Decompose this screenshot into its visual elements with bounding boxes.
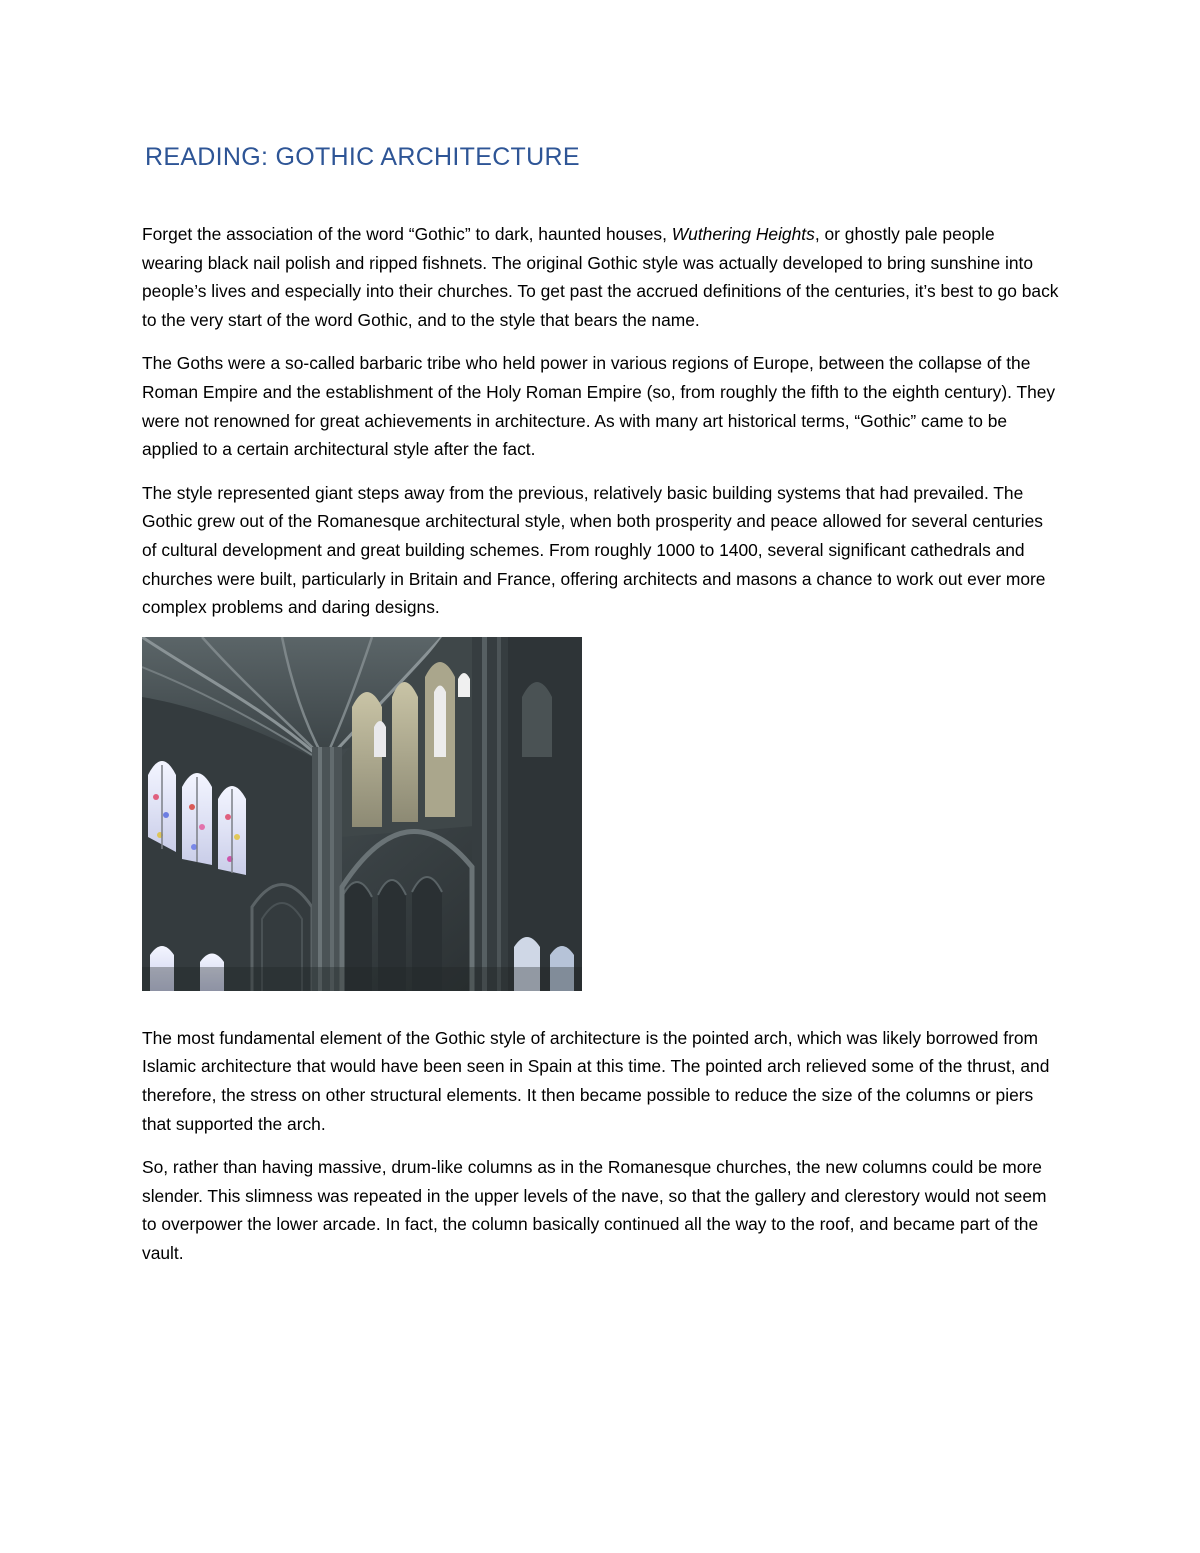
paragraph-style-origins: The style represented giant steps away from the previous, relatively basic building systems that had prevailed. The Gothic grew out of the Romanesque architectural style, when both prosperity and peace allowed for several centuries of cultural development and great building schemes. From roughly 1000 to 1400, several significant cathedrals and churches were built, particularly in Britain and France, offering architects and masons a chance to work out ever more complex problems and daring designs. — [142, 482, 1046, 618]
paragraph-intro-text-start: Forget the association of the word “Gothic” to dark, haunted houses, — [142, 224, 672, 244]
paragraph-intro — [142, 220, 1060, 334]
cathedral-interior-photo — [142, 637, 582, 991]
book-title-emphasis: Wuthering Heights — [671, 224, 815, 244]
paragraph-goths: The Goths were a so-called barbaric tribe who held power in various regions of Europe, between the collapse of the Roman Empire and the establishment of the Holy Roman Empire (so, from roughly the fifth to the eighth century). They were not renowned for great achievements in architecture. As with many art historical terms, “Gothic” came to be applied to a certain architectural style after the fact. — [142, 353, 1056, 460]
paragraph-pointed-arch: The most fundamental element of the Gothic style of architecture is the pointed arch, which was likely borrowed from Islamic architecture that would have been seen in Spain at this time. The pointed arch relieved some of the thrust, and therefore, the stress on other structural elements. It then became possible to reduce the size of the columns or piers that supported the arch. — [142, 1027, 1050, 1134]
page-title: READING: GOTHIC ARCHITECTURE — [145, 143, 580, 171]
paragraph-columns: So, rather than having massive, drum-like columns as in the Romanesque churches, the new columns could be more slender. This slimness was repeated in the upper levels of the nave, so that the gallery and clerestory would not seem to overpower the lower arcade. In fact, the column basically continued all the way to the roof, and became part of the vault. — [142, 1157, 1047, 1263]
document-body — [142, 220, 1060, 1282]
paragraph-intro-text-end: , or ghostly pale people wearing black nail polish and ripped fishnets. The original Gothic style was actually developed to bring sunshine into people’s lives and especially into their churches. To get past the accrued definitions of the centuries, it’s best to go back to the very start of the word Gothic, and to the style that bears the name. — [142, 224, 1059, 330]
gothic-cathedral-interior-icon — [142, 637, 582, 991]
